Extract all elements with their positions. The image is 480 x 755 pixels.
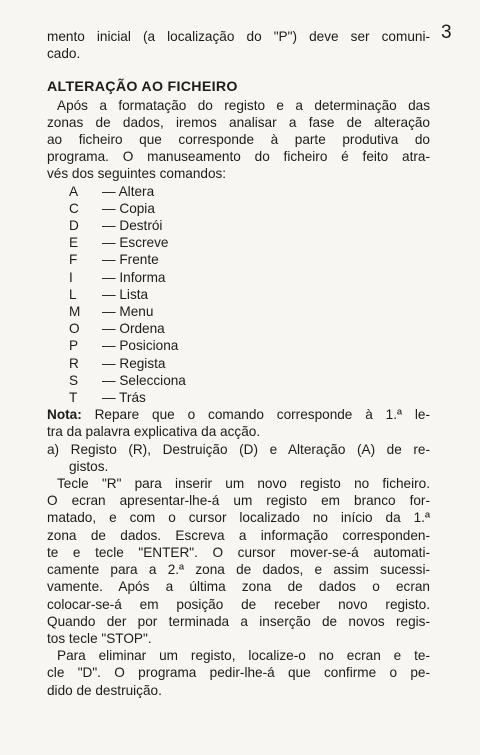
text-line: Tecle "R" para inserir um novo registo no ficheiro.	[57, 476, 430, 492]
text-line	[47, 406, 430, 423]
delete-paragraph	[47, 647, 430, 699]
intro-line: mento inicial (a localização do "P") deve ser comuni-	[47, 29, 430, 44]
intro-paragraph	[47, 97, 430, 183]
text-line: O ecran apresentar-lhe-á um registo em branco for-	[47, 493, 430, 509]
text-line: zonas de dados, iremos analisar a fase de alteração	[47, 114, 430, 130]
command-label: — Escreve	[102, 235, 169, 251]
command-list	[47, 183, 430, 407]
text-line: gistos.	[69, 458, 109, 474]
command-item	[47, 389, 430, 406]
text-line: te e tecle "ENTER". O cursor mover-se-á automati-	[47, 544, 430, 560]
command-label: — Copia	[102, 200, 155, 216]
command-key: C	[69, 200, 79, 216]
text-line: ao ficheiro que corresponde à parte produtiva do	[47, 132, 430, 148]
nota-label: Nota:	[47, 407, 82, 423]
command-item	[47, 372, 430, 389]
command-label: — Regista	[102, 355, 166, 371]
command-item	[47, 200, 430, 217]
command-label: — Altera	[102, 183, 155, 199]
text-line: camente para a 2.ª zona de dados, e assim sucessi-	[47, 562, 430, 578]
command-label: — Destrói	[102, 218, 163, 234]
text-line: a) Registo (R), Destruição (D) e Alteração (A) de re-	[47, 441, 430, 457]
command-item	[47, 303, 430, 320]
command-key: L	[69, 286, 77, 302]
command-key: D	[69, 218, 79, 234]
command-label: — Trás	[102, 390, 146, 406]
command-key: A	[69, 183, 79, 199]
command-item	[47, 337, 430, 354]
command-label: — Posiciona	[102, 338, 179, 354]
command-label: — Frente	[102, 252, 159, 268]
command-key: M	[69, 304, 81, 320]
command-label: — Informa	[102, 269, 166, 285]
command-key: O	[69, 321, 80, 337]
page-content	[47, 28, 430, 699]
text-line: cle "D". O programa pedir-lhe-á que confirme o pe-	[47, 665, 430, 681]
command-item	[47, 251, 430, 268]
command-key: T	[69, 390, 78, 406]
command-label: — Selecciona	[102, 372, 186, 388]
text-line: vés dos seguintes comandos:	[47, 166, 227, 182]
nota-paragraph	[47, 406, 430, 440]
text-line: Após a formatação do registo e a determinação das	[57, 97, 430, 113]
command-key: F	[69, 252, 78, 268]
text-line: matado, e com o cursor localizado no início da 1.ª	[47, 510, 430, 526]
command-label: — Menu	[102, 304, 154, 320]
text-line: Para eliminar um registo, localize-o no ecran e te-	[57, 648, 430, 664]
section-heading: ALTERAÇÃO AO FICHEIRO	[47, 79, 238, 96]
text-line: zona de dados. Escreva a informação corresponden-	[47, 527, 430, 543]
command-key: P	[69, 338, 79, 354]
command-key: S	[69, 372, 79, 388]
command-item	[47, 320, 430, 337]
text-line: programa. O manuseamento do ficheiro é feito atra-	[47, 149, 430, 165]
command-item	[47, 217, 430, 234]
text-line: tra da palavra explicativa da acção.	[47, 424, 261, 440]
text-line: colocar-se-á em posição de receber novo registo.	[47, 596, 430, 612]
command-key: I	[69, 269, 73, 285]
intro-line: cado.	[47, 46, 81, 62]
text-line: dido de destruição.	[47, 682, 162, 698]
command-label: — Ordena	[102, 321, 165, 337]
command-key: R	[69, 355, 79, 371]
command-item	[47, 234, 430, 251]
text-line: Quando der por terminada a inserção de novos regis-	[47, 613, 430, 629]
command-item	[47, 183, 430, 200]
list-item-a	[47, 441, 430, 475]
command-item	[47, 286, 430, 303]
insert-paragraph	[47, 475, 430, 647]
page-number: 3	[441, 22, 452, 43]
command-label: — Lista	[102, 286, 149, 302]
text-line: tos tecle "STOP".	[47, 630, 152, 646]
command-item	[47, 355, 430, 372]
nota-text: Repare que o comando corresponde à 1.ª le-	[81, 407, 430, 423]
command-item	[47, 269, 430, 286]
command-key: E	[69, 235, 79, 251]
text-line: vamente. Após a última zona de dados o ecran	[47, 579, 430, 595]
